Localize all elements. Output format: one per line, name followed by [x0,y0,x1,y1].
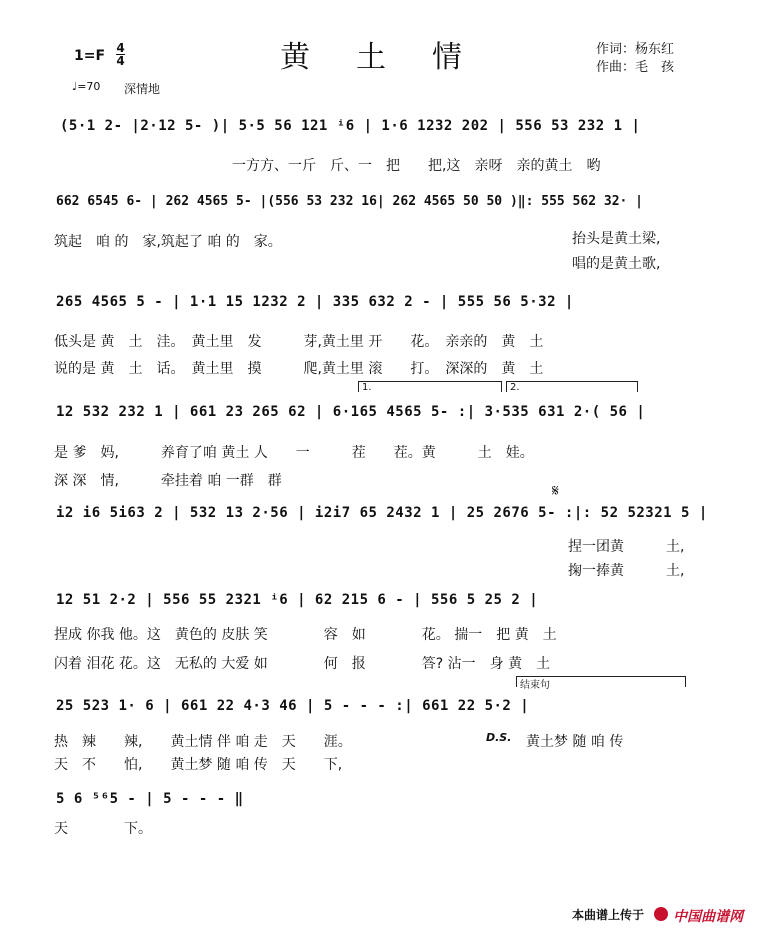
notation-line-3: 265 4565 5 - | 1·1 15 1232 2 | 335 632 2 - | 555 56 5·32 | [56,294,574,310]
lyric-line-2-right-1: 抬头是黄土梁, [572,231,661,247]
expression-mark: 深情地 [124,82,161,96]
lyric-line-4-verse-1: 是 爹 妈, 养育了咱 黄土 人 一 茬 茬。黄 土 娃。 [54,445,534,461]
lyric-line-7-verse-2: 天 不 怕, 黄土梦 随 咱 传 天 下, [54,757,343,773]
composer-credit: 作曲：毛 孩 [596,60,675,75]
volta-label-2: 2. [510,382,520,393]
lyric-line-8-verse-1: 天 下。 [54,821,152,837]
dal-segno-mark: D.S. [486,731,512,744]
lyric-line-1-verse-1: 一方方、一斤 斤、一 把 把,这 亲呀 亲的黄土 哟 [232,158,601,174]
lyric-line-7-verse-1: 热 辣 辣, 黄土情 伴 咱 走 天 涯。 [54,734,352,750]
upload-note: 本曲谱上传于 [572,908,645,922]
lyric-line-6-verse-1: 捏成 你我 他。这 黄色的 皮肤 笑 容 如 花。 揣一 把 黄 土 [54,627,557,643]
time-signature [116,42,125,67]
lyric-line-6-verse-2: 闪着 泪花 花。这 无私的 大爱 如 何 报 答? 沾一 身 黄 土 [54,656,551,672]
lyric-line-2-verse-1: 筑起 咱 的 家,筑起了 咱 的 家。 [54,234,282,250]
song-title: 黄土情 [280,40,508,75]
site-logo[interactable] [654,906,743,926]
time-signature-top: 4 [116,41,125,55]
lyric-line-3-verse-1: 低头是 黄 土 洼。 黄土里 发 芽,黄土里 开 花。 亲亲的 黄 土 [54,334,544,350]
lyric-line-5-right-1: 捏一团黄 土, [568,539,685,555]
notation-line-2: 662 6545 6- | 262 4565 5- |(556 53 232 16| 262 4565 50 50 )‖: 555 562 32· | [56,194,643,209]
volta-bracket-2 [506,381,638,392]
notation-line-6: 12 51 2·2 | 556 55 2321 ⁱ6 | 62 215 6 - | 556 5 25 2 | [56,592,539,608]
ending-label: 结束句 [520,680,550,691]
volta-label-1: 1. [362,382,372,393]
key-signature: 1=F [74,48,106,64]
notation-line-1: (5·1 2- |2·12 5- )| 5·5 56 121 ⁱ6 | 1·6 1232 202 | 556 53 232 1 | [60,118,641,134]
lyric-line-3-verse-2: 说的是 黄 土 话。 黄土里 摸 爬,黄土里 滚 打。 深深的 黄 土 [54,361,544,377]
time-signature-bottom: 4 [116,54,125,68]
notation-line-4: 12 532 232 1 | 661 23 265 62 | 6·165 4565 5- :| 3·535 631 2·( 56 | [56,404,646,420]
tempo-mark: ♩=70 [72,80,101,93]
lyric-line-7-ending: 黄土梦 随 咱 传 [526,734,624,750]
lyric-line-4-verse-2: 深 深 情, 牵挂着 咱 一群 群 [54,473,282,489]
lyric-line-5-right-2: 掬一捧黄 土, [568,563,685,579]
site-logo-icon [654,907,668,921]
lyric-line-2-right-2: 唱的是黄土歌, [572,256,661,272]
notation-line-7: 25 523 1· 6 | 661 22 4·3 46 | 5 - - - :| 661 22 5·2 | [56,698,530,714]
notation-line-5: i2 i6 5i63 2 | 532 13 2·56 | i2i7 65 2432 1 | 25 2676 5- :|: 52 52321 5 | [56,505,708,521]
volta-bracket-1 [358,381,502,392]
lyricist-credit: 作词：杨东红 [596,42,675,57]
notation-line-8: 5 6 ⁵⁶5 - | 5 - - - ‖ [56,791,244,807]
segno-sign: 𝄋 [552,481,559,500]
site-name: 中国曲谱网 [673,909,744,925]
